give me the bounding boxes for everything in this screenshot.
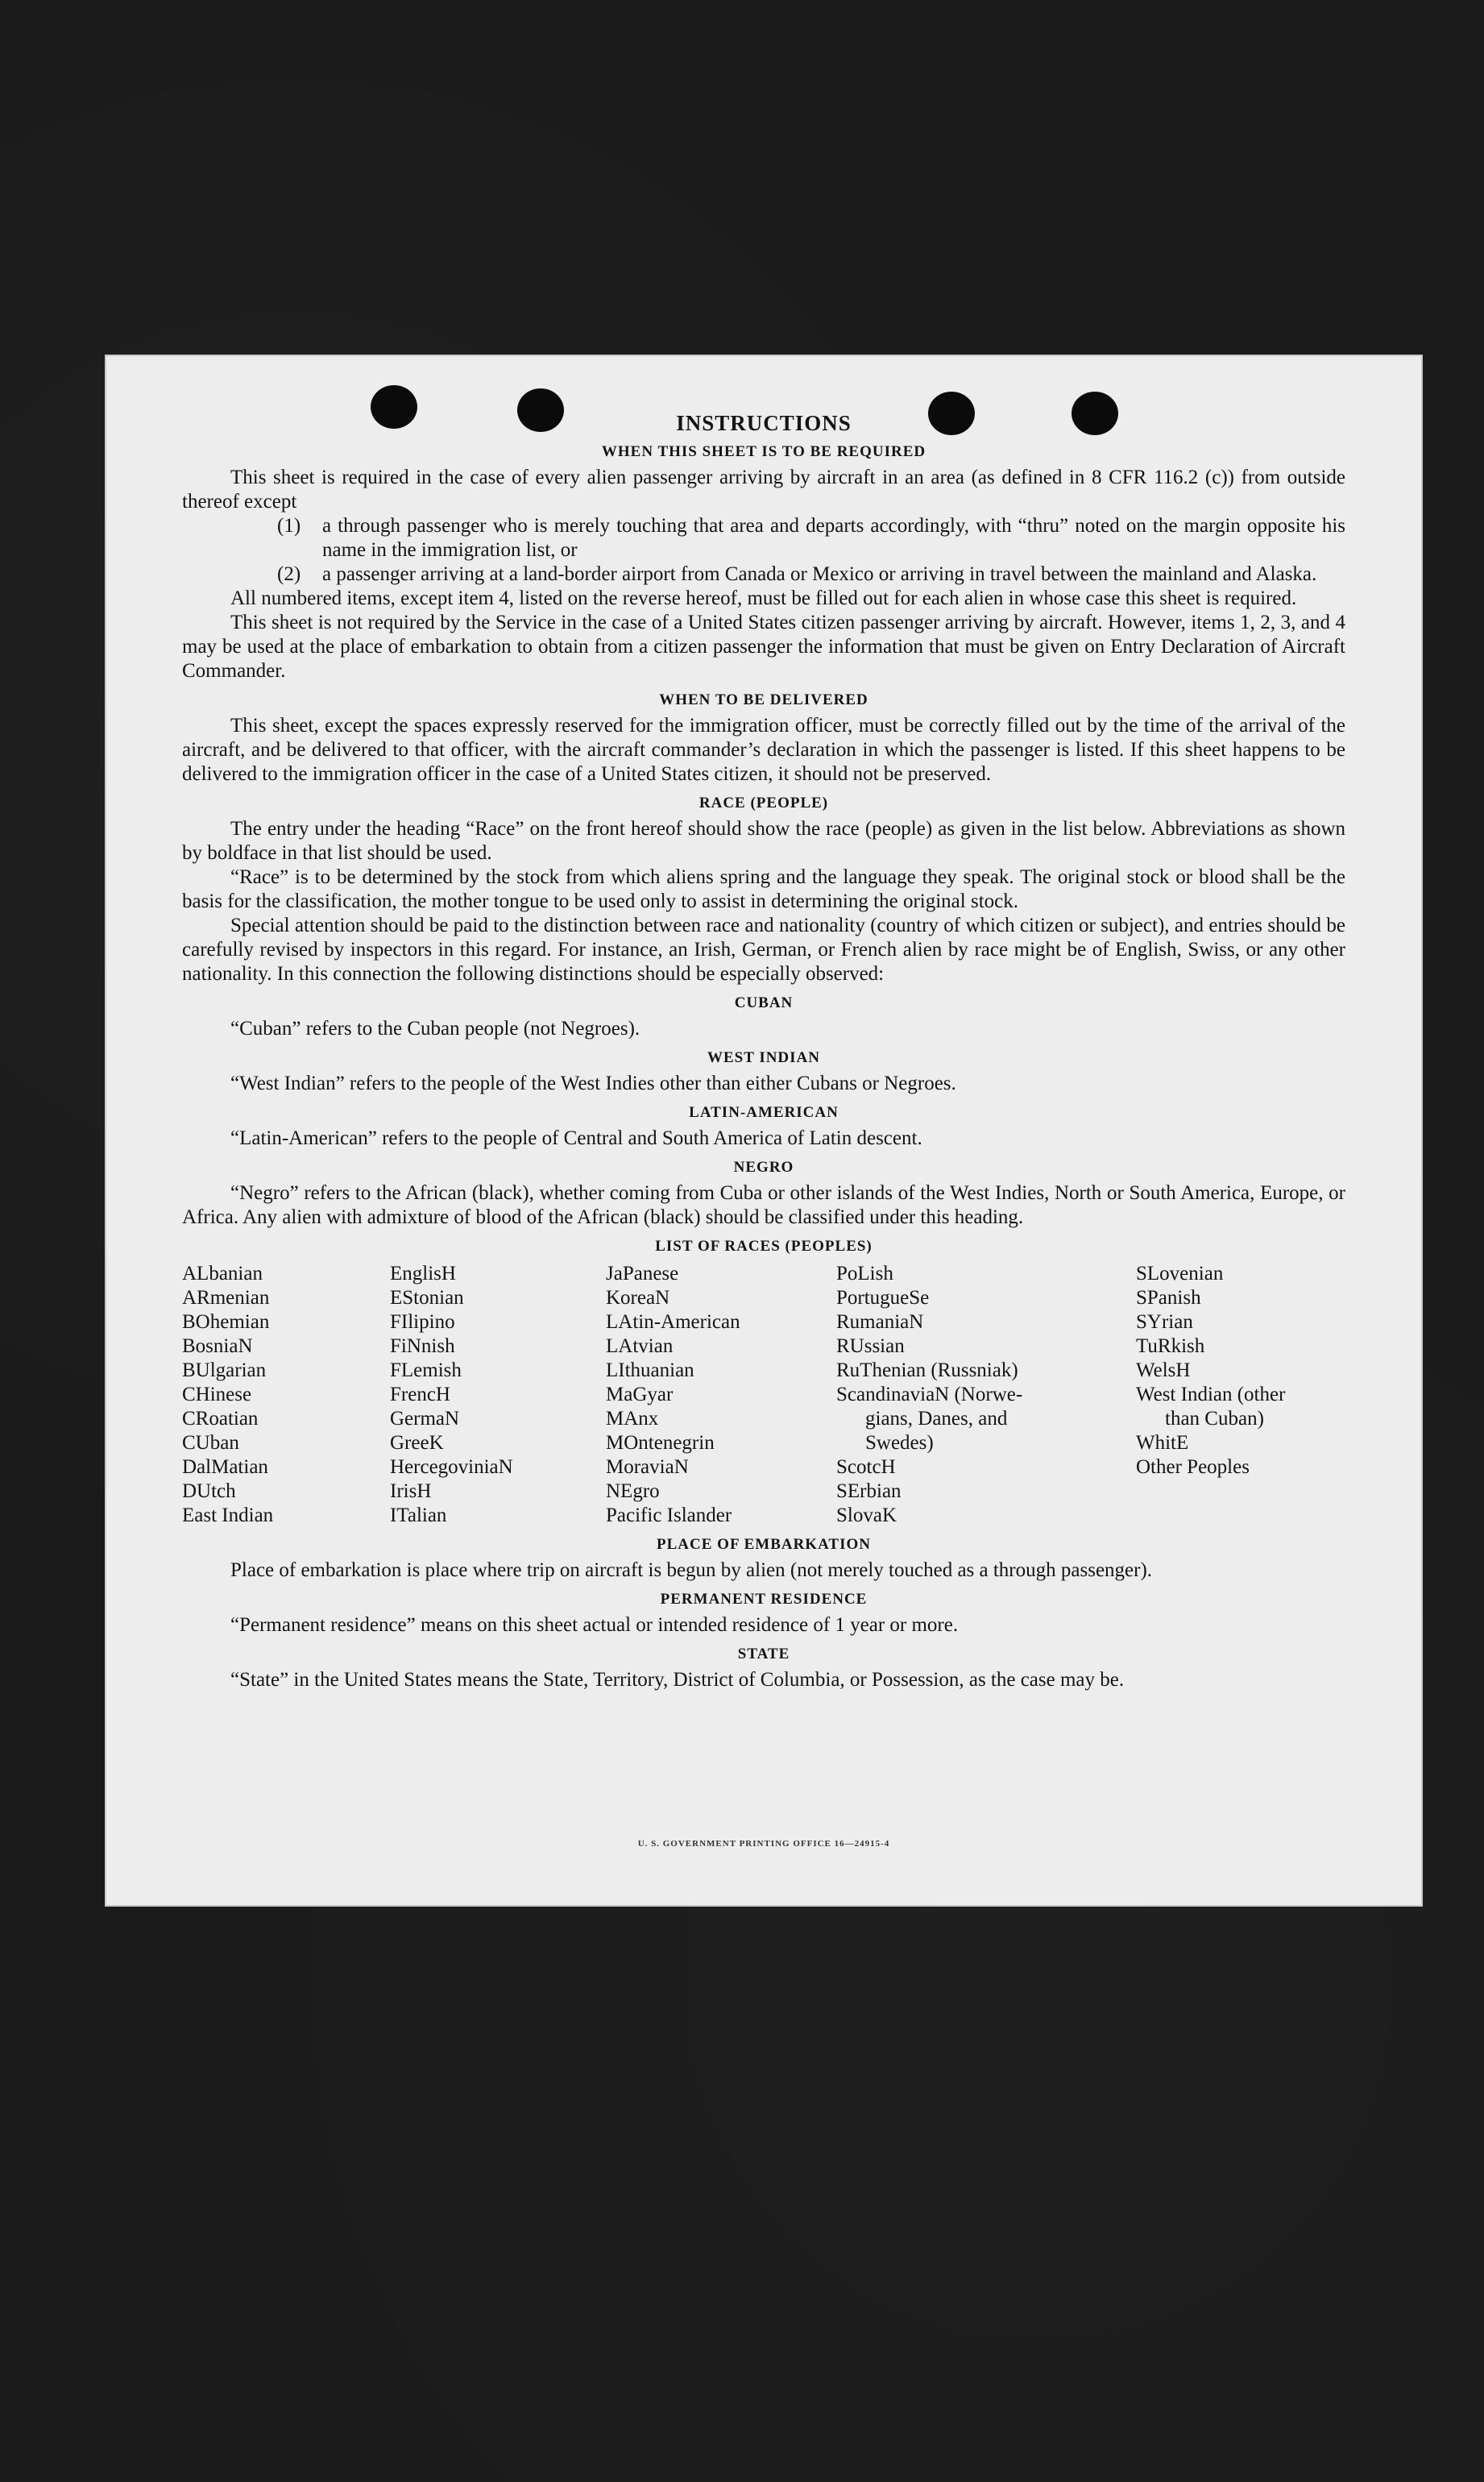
race-item: CRoatian: [182, 1408, 259, 1430]
race-item: SLovenian: [1136, 1263, 1224, 1285]
section-heading: WHEN TO BE DELIVERED: [659, 691, 868, 708]
document-sheet: [105, 355, 1423, 1907]
section-heading: PERMANENT RESIDENCE: [660, 1591, 868, 1608]
section-heading: RACE (PEOPLE): [698, 795, 829, 811]
race-item: EnglisH: [390, 1263, 456, 1285]
race-item: ARmenian: [182, 1287, 270, 1309]
race-item: JaPanese: [606, 1263, 679, 1285]
paragraph: “Latin-American” refers to the people of Central and South America of Latin descent.: [230, 1127, 922, 1149]
paragraph: Special attention should be paid to the distinction between race and nationality (country of which citizen or subject), and entries should be carefully revised by inspectors in this regard. For instance, an Irish, German, or French alien by race might be of English, Swiss, or any other nationality. In this connection the following distinctions should be especially observed:: [182, 915, 1345, 985]
paragraph: All numbered items, except item 4, listed on the reverse hereof, must be filled out for each alien in whose case this sheet is required.: [230, 587, 1297, 609]
race-item: KoreaN: [606, 1287, 670, 1309]
section-heading: WHEN THIS SHEET IS TO BE REQUIRED: [601, 443, 926, 460]
printer-imprint: U. S. GOVERNMENT PRINTING OFFICE 16—24915-4: [637, 1839, 890, 1849]
race-item: CHinese: [182, 1384, 252, 1405]
race-item: FLemish: [390, 1359, 462, 1381]
race-column: [606, 1262, 836, 1528]
race-item: Other Peoples: [1136, 1456, 1250, 1478]
race-item: Swedes): [865, 1432, 934, 1454]
race-item: DUtch: [182, 1480, 236, 1502]
race-item: RuThenian (Russniak): [836, 1359, 1018, 1381]
section-heading: CUBAN: [734, 994, 794, 1011]
race-item: PoLish: [836, 1263, 893, 1285]
race-column: [390, 1262, 606, 1528]
race-item: MAnx: [606, 1408, 659, 1430]
paragraph: “Negro” refers to the African (black), whether coming from Cuba or other islands of the West Indies, North or South America, Europe, or Africa. Any alien with admixture of blood of the African (black) should be classified under this heading.: [182, 1182, 1345, 1228]
paragraph: This sheet is not required by the Service in the case of a United States citizen passenger arriving by aircraft. However, items 1, 2, 3, and 4 may be used at the place of embarkation to obtain from a citizen passenger the information that must be given on Entry Declaration of Aircraft Commander.: [182, 612, 1345, 682]
race-item: GreeK: [390, 1432, 444, 1454]
race-item: HercegoviniaN: [390, 1456, 513, 1478]
section-heading: PLACE OF EMBARKATION: [657, 1536, 871, 1553]
race-column: [1136, 1262, 1345, 1528]
race-item: ITalian: [390, 1505, 447, 1526]
section-heading: WEST INDIAN: [707, 1049, 820, 1066]
race-item: FrencH: [390, 1384, 450, 1405]
section-heading: STATE: [737, 1646, 790, 1662]
race-item: TuRkish: [1136, 1335, 1205, 1357]
section-heading: LIST OF RACES (PEOPLES): [655, 1238, 873, 1255]
race-item: gians, Danes, and: [865, 1408, 1008, 1430]
race-item: LAtin-American: [606, 1311, 740, 1333]
race-item: MoraviaN: [606, 1456, 689, 1478]
race-item: SPanish: [1136, 1287, 1201, 1309]
race-item: CUban: [182, 1432, 239, 1454]
race-item: MOntenegrin: [606, 1432, 715, 1454]
race-item: BosniaN: [182, 1335, 253, 1357]
paragraph: This sheet, except the spaces expressly reserved for the immigration officer, must be correctly filled out by the time of the arrival of the aircraft, and be delivered to that officer, with the aircraft commander’s declaration in which the passenger is listed. If this sheet happens to be delivered to the immigration officer in the case of a United States citizen, it should not be preserved.: [182, 715, 1345, 785]
race-item: SErbian: [836, 1480, 902, 1502]
race-item: GermaN: [390, 1408, 460, 1430]
race-item: NEgro: [606, 1480, 660, 1502]
race-item: LIthuanian: [606, 1359, 694, 1381]
instructions-body: [182, 411, 1345, 1692]
race-item: FIlipino: [390, 1311, 455, 1333]
race-item: BOhemian: [182, 1311, 270, 1333]
paragraph: “Permanent residence” means on this sheet actual or intended residence of 1 year or more.: [230, 1614, 959, 1636]
race-item: BUlgarian: [182, 1359, 267, 1381]
race-item: LAtvian: [606, 1335, 674, 1357]
paragraph: “State” in the United States means the State, Territory, District of Columbia, or Possession, as the case may be.: [230, 1669, 1125, 1691]
item-number: (1): [277, 515, 301, 537]
race-item: PortugueSe: [836, 1287, 930, 1309]
race-item: ALbanian: [182, 1263, 263, 1285]
race-item: RUssian: [836, 1335, 905, 1357]
race-item: West Indian (other: [1136, 1384, 1286, 1405]
paragraph: This sheet is required in the case of every alien passenger arriving by aircraft in an area (as defined in 8 CFR 116.2 (c)) from outside thereof except: [182, 467, 1345, 513]
race-item: WelsH: [1136, 1359, 1191, 1381]
race-item: WhitE: [1136, 1432, 1189, 1454]
race-item: DalMatian: [182, 1456, 268, 1478]
race-item: FiNnish: [390, 1335, 455, 1357]
race-item: Pacific Islander: [606, 1505, 732, 1526]
list-item: [277, 562, 1345, 587]
item-text: a passenger arriving at a land-border airport from Canada or Mexico or arriving in travel between the mainland and Alaska.: [322, 563, 1317, 585]
race-item: ScotcH: [836, 1456, 896, 1478]
race-item: than Cuban): [1165, 1408, 1264, 1430]
race-item: East Indian: [182, 1505, 274, 1526]
paragraph: “Race” is to be determined by the stock from which aliens spring and the language they speak. The original stock or blood shall be the basis for the classification, the mother tongue to be used only to assist in determining the original stock.: [182, 866, 1345, 912]
race-item: ScandinaviaN (Norwe-: [836, 1384, 1023, 1405]
paragraph: Place of embarkation is place where trip on aircraft is begun by alien (not merely touched as a through passenger).: [230, 1559, 1153, 1581]
race-column: [836, 1262, 1136, 1528]
race-list: [182, 1262, 1345, 1528]
paragraph: “West Indian” refers to the people of the West Indies other than either Cubans or Negroes.: [230, 1073, 956, 1094]
race-item: SYrian: [1136, 1311, 1193, 1333]
paragraph: The entry under the heading “Race” on the front hereof should show the race (people) as given in the list below. Abbreviations as shown by boldface in that list should be used.: [182, 818, 1345, 864]
item-number: (2): [277, 563, 301, 585]
list-item: [277, 514, 1345, 562]
page-title: INSTRUCTIONS: [676, 411, 852, 435]
section-heading: LATIN-AMERICAN: [689, 1104, 839, 1121]
item-text: a through passenger who is merely touching that area and departs accordingly, with “thru” noted on the margin opposite his name in the immigration list, or: [322, 515, 1345, 561]
paragraph: “Cuban” refers to the Cuban people (not Negroes).: [230, 1018, 640, 1040]
race-item: IrisH: [390, 1480, 432, 1502]
race-item: SlovaK: [836, 1505, 897, 1526]
race-item: MaGyar: [606, 1384, 674, 1405]
race-item: EStonian: [390, 1287, 464, 1309]
race-column: [182, 1262, 390, 1528]
race-item: RumaniaN: [836, 1311, 924, 1333]
section-heading: NEGRO: [733, 1159, 794, 1176]
